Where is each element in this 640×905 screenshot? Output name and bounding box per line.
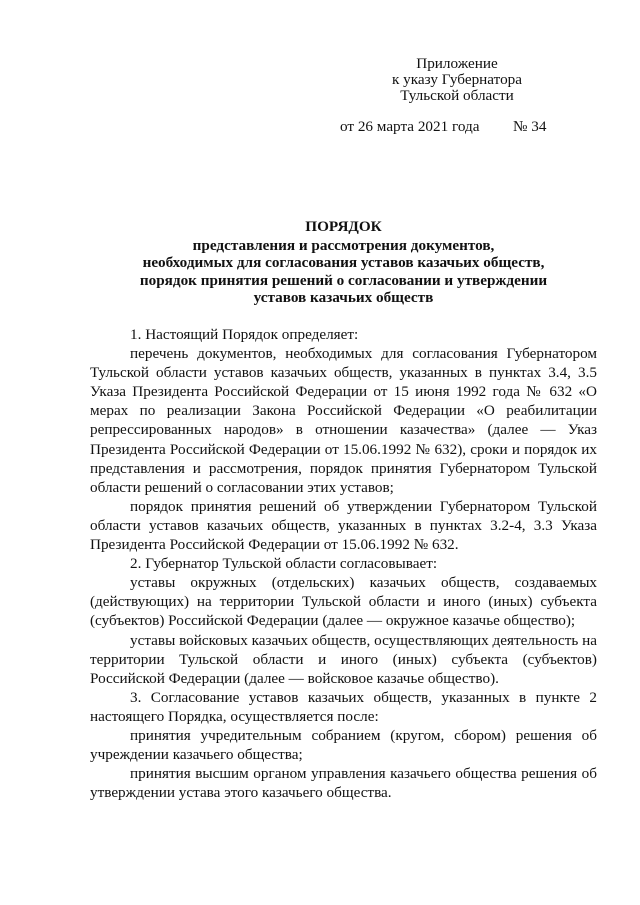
decree-date: от 26 марта 2021 года (340, 118, 480, 135)
title-subtitle-line: представления и рассмотрения документов, (192, 236, 495, 254)
attachment-line: Тульской области (400, 87, 514, 104)
document-title (90, 218, 597, 307)
document-body (90, 325, 597, 802)
attachment-line: Приложение (416, 55, 498, 72)
decree-number: № 34 (513, 118, 547, 135)
title-subtitle-line: необходимых для согласования уставов казачьих обществ, (142, 254, 545, 271)
date-line (340, 118, 547, 136)
paragraph: уставы войсковых казачьих обществ, осуществляющих деятельность на территории Тульской области и иного (иных) субъекта (субъектов) Российской Федерации (далее — войсковое казачье общество). (90, 631, 597, 687)
attachment-line: к указу Губернатора (391, 71, 523, 88)
paragraph: порядок принятия решений об утверждении Губернатором Тульской области уставов казачьих обществ, указанных в пунктах 3.2-4, 3.3 Указа Президента Российской Федерации от 15.06.1992 № 632. (90, 497, 597, 554)
paragraph: перечень документов, необходимых для согласования Губернатором Тульской области уставов казачьих обществ, указанных в пунктах 3.4, 3.5 Указа Президента Российской Федерации от 15 июня 1992 года № 632 «О мерах по реализации Закона Российской Федерации «О реабилитации репрессированных народов» в отношении казачества» (далее — Указ Президента Российской Федерации от 15.06.1992 № 632), сроки и порядок их представления и рассмотрения, порядок принятия Губернатором Тульской области решений о согласовании этих уставов; (90, 345, 597, 496)
paragraph: принятия учредительным собранием (кругом, сбором) решения об учреждении казачьего общества; (90, 726, 597, 764)
title-subtitle-line: уставов казачьих обществ (253, 289, 434, 306)
title-subtitle-line: порядок принятия решений о согласовании и утверждении (139, 271, 548, 289)
paragraph: 1. Настоящий Порядок определяет: (130, 326, 359, 343)
title-main: ПОРЯДОК (305, 218, 382, 235)
attachment-header (382, 56, 532, 104)
paragraph: принятия высшим органом управления казачьего общества решения об утверждении устава этого казачьего общества. (90, 765, 597, 802)
paragraph: 3. Согласование уставов казачьих обществ, указанных в пункте 2 настоящего Порядка, осуществляется после: (90, 688, 597, 725)
paragraph: уставы окружных (отдельских) казачьих обществ, создаваемых (действующих) на территории Тульской области и иного (иных) субъекта (субъектов) Российской Федерации (далее — окружное казачье общество); (90, 574, 597, 630)
paragraph: 2. Губернатор Тульской области согласовывает: (130, 555, 438, 573)
